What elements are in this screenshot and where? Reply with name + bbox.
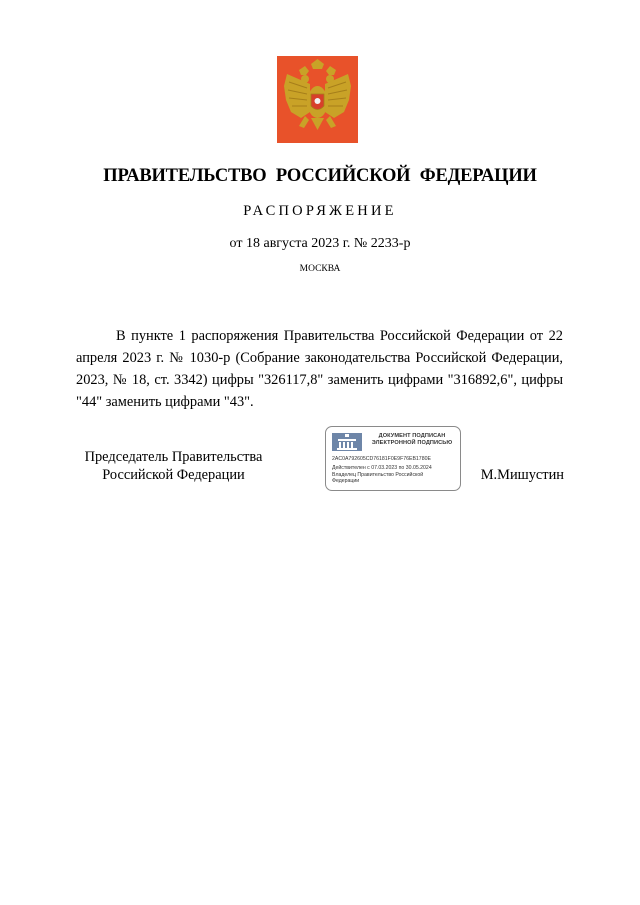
stamp-validity: Действителен с 07.03.2023 по 30.05.2024: [332, 465, 432, 471]
coat-of-arms-emblem: [277, 56, 358, 143]
stamp-owner: Владелец Правительство Российской Федерации: [332, 472, 424, 484]
signatory-position-line-1: Председатель Правительства: [84, 449, 263, 465]
signatory-name: М.Мишустин: [480, 467, 564, 483]
stamp-serial-number: 2AC0A792605CD76181F0E9F76EB1780E: [332, 456, 431, 462]
stamp-title-line-2: ЭЛЕКТРОННОЙ ПОДПИСЬЮ: [371, 440, 453, 446]
document-type: РАСПОРЯЖЕНИЕ: [243, 203, 397, 219]
signatory-position: [76, 448, 271, 484]
order-paragraph: В пункте 1 распоряжения Правительства Российской Федерации от 22 апреля 2023 г. № 1030-р (Собрание законодательства Российской Федерации, 2023, № 18, ст. 3342) цифры "326117,8" заменить цифрами "316892,6", цифры "44" заменить цифрами "43".: [76, 328, 563, 410]
electronic-signature-stamp: [325, 426, 461, 491]
government-building-icon: [332, 433, 362, 451]
government-title: ПРАВИТЕЛЬСТВО РОССИЙСКОЙ ФЕДЕРАЦИИ: [103, 166, 537, 186]
document-city: МОСКВА: [299, 264, 341, 274]
stamp-title: [366, 433, 458, 447]
signatory-position-line-2: Российской Федерации: [102, 467, 245, 483]
stamp-title-line-1: ДОКУМЕНТ ПОДПИСАН: [378, 433, 446, 439]
document-date-number: от 18 августа 2023 г. № 2233-р: [229, 236, 411, 251]
